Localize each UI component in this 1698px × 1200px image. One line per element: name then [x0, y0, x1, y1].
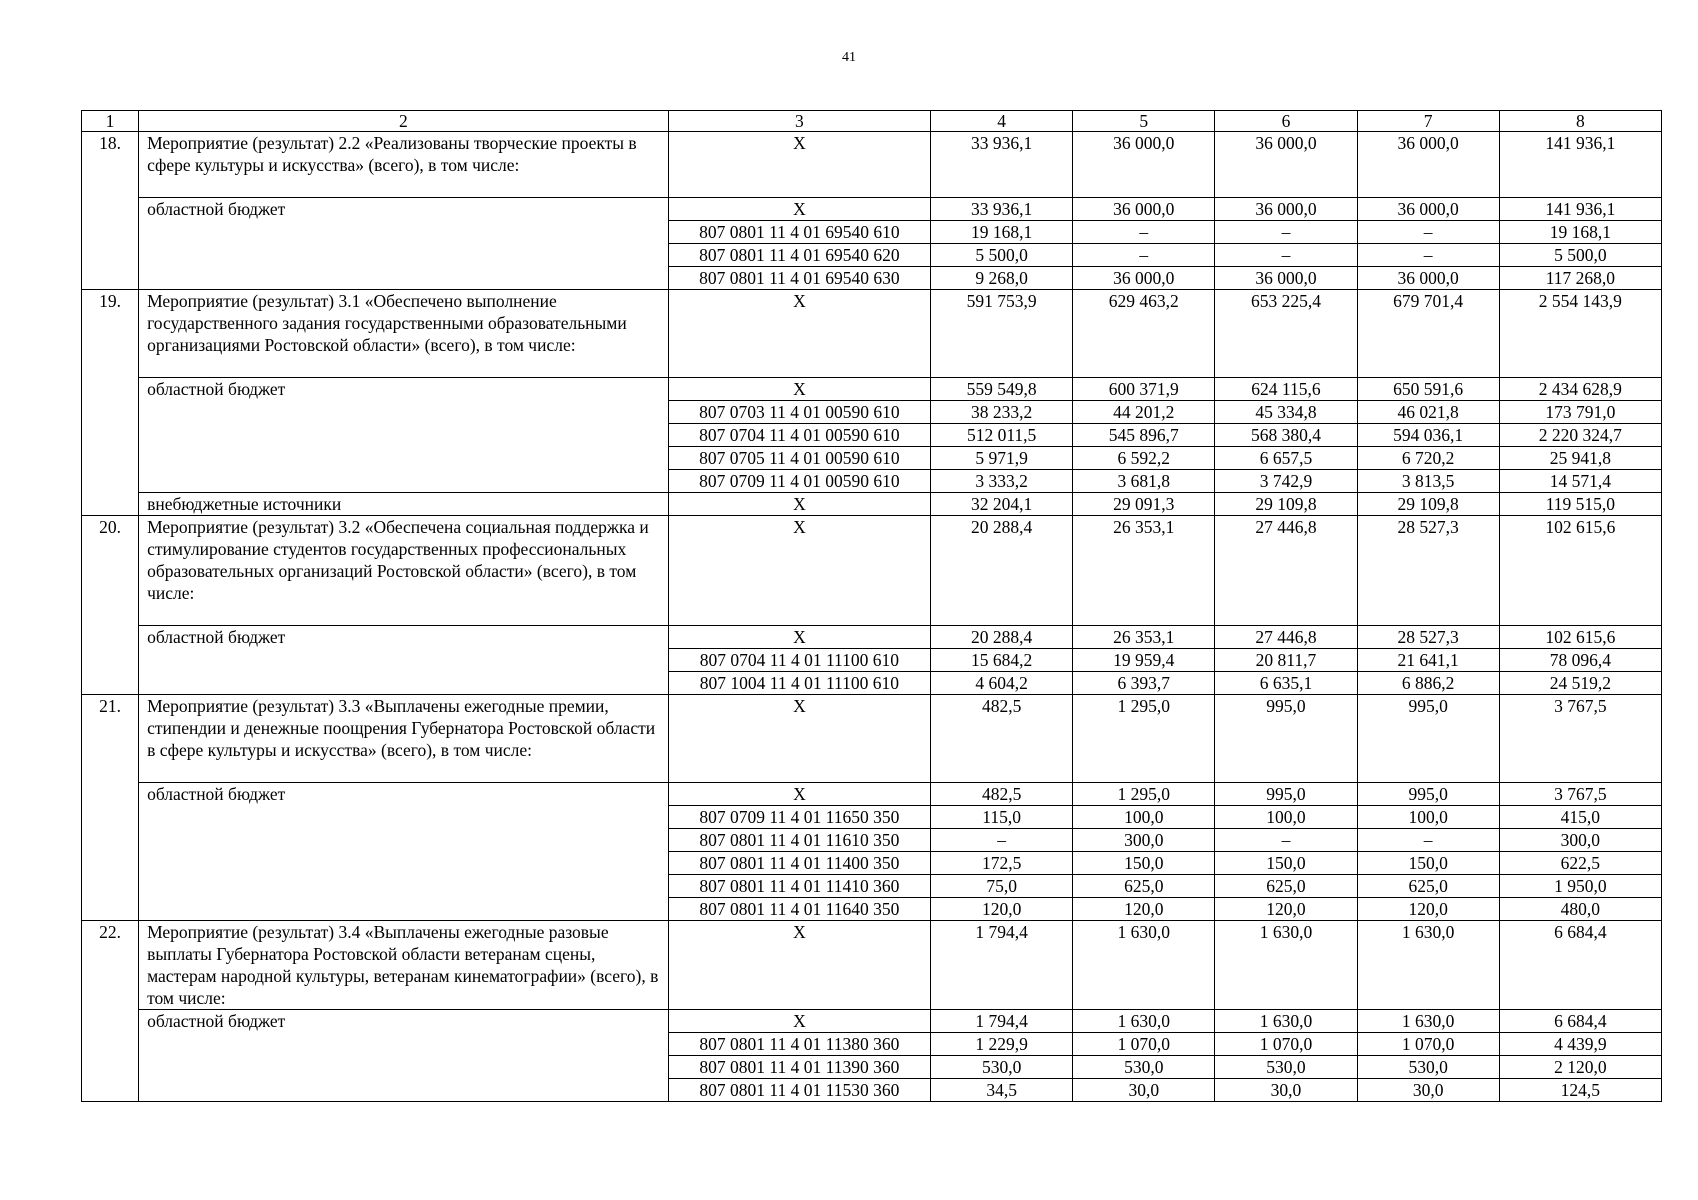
- measure-value: 36 000,0: [1215, 132, 1357, 198]
- row-value: 622,5: [1499, 852, 1661, 875]
- budget-code: 807 0709 11 4 01 11650 350: [668, 806, 930, 829]
- measure-row: [82, 290, 1662, 378]
- row-value: 1 950,0: [1499, 875, 1661, 898]
- budget-code: 807 0801 11 4 01 11390 360: [668, 1056, 930, 1079]
- measure-value: 1 630,0: [1357, 921, 1499, 1010]
- measure-title: Мероприятие (результат) 3.4 «Выплачены ежегодные разовые выплаты Губернатора Ростовской области ветеранам сцены, мастерам народной культуры, ветеранам кинематографии» (всего), в том числе:: [139, 921, 669, 1010]
- source-value: 36 000,0: [1215, 198, 1357, 221]
- row-value: –: [1073, 221, 1215, 244]
- row-value: 120,0: [931, 898, 1073, 921]
- budget-code: 807 0801 11 4 01 69540 630: [668, 267, 930, 290]
- row-value: 44 201,2: [1073, 401, 1215, 424]
- row-value: 1 229,9: [931, 1033, 1073, 1056]
- header-cell: 7: [1357, 111, 1499, 132]
- row-value: 530,0: [1215, 1056, 1357, 1079]
- source-code: Х: [668, 378, 930, 401]
- measure-value: 28 527,3: [1357, 516, 1499, 626]
- measure-code: Х: [668, 921, 930, 1010]
- source-value: 600 371,9: [1073, 378, 1215, 401]
- measure-value: 102 615,6: [1499, 516, 1661, 626]
- row-value: 3 681,8: [1073, 470, 1215, 493]
- row-value: 36 000,0: [1073, 267, 1215, 290]
- row-value: 36 000,0: [1215, 267, 1357, 290]
- row-value: 15 684,2: [931, 649, 1073, 672]
- measure-title: Мероприятие (результат) 3.3 «Выплачены ежегодные премии, стипендии и денежные поощрения Губернатора Ростовской области в сфере культуры и искусства» (всего), в том числе:: [139, 695, 669, 783]
- budget-code: 807 0801 11 4 01 11380 360: [668, 1033, 930, 1056]
- measure-value: 3 767,5: [1499, 695, 1661, 783]
- header-cell: 4: [931, 111, 1073, 132]
- source-value: 559 549,8: [931, 378, 1073, 401]
- header-row: [82, 111, 1662, 132]
- row-value: 120,0: [1215, 898, 1357, 921]
- source-row: [82, 493, 1662, 516]
- source-value: 29 109,8: [1357, 493, 1499, 516]
- budget-code: 807 0704 11 4 01 11100 610: [668, 649, 930, 672]
- source-value: 3 767,5: [1499, 783, 1661, 806]
- source-value: 27 446,8: [1215, 626, 1357, 649]
- source-value: 1 630,0: [1357, 1010, 1499, 1033]
- budget-code: 807 0801 11 4 01 11530 360: [668, 1079, 930, 1102]
- measure-row: [82, 516, 1662, 626]
- source-value: 995,0: [1357, 783, 1499, 806]
- measure-value: 995,0: [1357, 695, 1499, 783]
- header-cell: 2: [139, 111, 669, 132]
- source-value: 28 527,3: [1357, 626, 1499, 649]
- row-value: 150,0: [1357, 852, 1499, 875]
- measure-value: 20 288,4: [931, 516, 1073, 626]
- row-value: 100,0: [1357, 806, 1499, 829]
- row-value: 6 592,2: [1073, 447, 1215, 470]
- budget-code: 807 1004 11 4 01 11100 610: [668, 672, 930, 695]
- row-value: 594 036,1: [1357, 424, 1499, 447]
- row-value: –: [1215, 829, 1357, 852]
- row-value: 5 971,9: [931, 447, 1073, 470]
- source-code: Х: [668, 198, 930, 221]
- row-value: 530,0: [931, 1056, 1073, 1079]
- measure-value: 1 630,0: [1073, 921, 1215, 1010]
- source-code: Х: [668, 626, 930, 649]
- row-value: 1 070,0: [1073, 1033, 1215, 1056]
- row-value: 173 791,0: [1499, 401, 1661, 424]
- source-label: внебюджетные источники: [139, 493, 669, 516]
- row-value: 19 168,1: [1499, 221, 1661, 244]
- row-value: 480,0: [1499, 898, 1661, 921]
- source-row: [82, 1010, 1662, 1033]
- row-value: 30,0: [1357, 1079, 1499, 1102]
- row-value: 3 742,9: [1215, 470, 1357, 493]
- source-value: 482,5: [931, 783, 1073, 806]
- source-row: [82, 626, 1662, 649]
- source-value: 624 115,6: [1215, 378, 1357, 401]
- source-value: 36 000,0: [1073, 198, 1215, 221]
- source-value: 141 936,1: [1499, 198, 1661, 221]
- budget-code: 807 0801 11 4 01 69540 620: [668, 244, 930, 267]
- row-value: 300,0: [1499, 829, 1661, 852]
- row-value: 120,0: [1073, 898, 1215, 921]
- source-value: 33 936,1: [931, 198, 1073, 221]
- row-value: 150,0: [1073, 852, 1215, 875]
- measure-value: 33 936,1: [931, 132, 1073, 198]
- row-value: 120,0: [1357, 898, 1499, 921]
- row-value: 6 393,7: [1073, 672, 1215, 695]
- source-value: 1 295,0: [1073, 783, 1215, 806]
- row-value: 545 896,7: [1073, 424, 1215, 447]
- budget-code: 807 0801 11 4 01 69540 610: [668, 221, 930, 244]
- row-value: 3 813,5: [1357, 470, 1499, 493]
- row-value: 530,0: [1073, 1056, 1215, 1079]
- measure-number: 20.: [82, 516, 139, 695]
- source-value: 2 434 628,9: [1499, 378, 1661, 401]
- measure-value: 482,5: [931, 695, 1073, 783]
- source-value: 6 684,4: [1499, 1010, 1661, 1033]
- row-value: 45 334,8: [1215, 401, 1357, 424]
- row-value: 14 571,4: [1499, 470, 1661, 493]
- measure-value: 36 000,0: [1073, 132, 1215, 198]
- measure-number: 21.: [82, 695, 139, 921]
- row-value: 30,0: [1215, 1079, 1357, 1102]
- measure-value: 591 753,9: [931, 290, 1073, 378]
- measure-value: 995,0: [1215, 695, 1357, 783]
- budget-table: [81, 110, 1662, 1102]
- budget-code: 807 0801 11 4 01 11640 350: [668, 898, 930, 921]
- row-value: 6 635,1: [1215, 672, 1357, 695]
- budget-code: 807 0704 11 4 01 00590 610: [668, 424, 930, 447]
- page-number: 41: [842, 50, 856, 65]
- source-value: 29 091,3: [1073, 493, 1215, 516]
- measure-value: 629 463,2: [1073, 290, 1215, 378]
- header-cell: 8: [1499, 111, 1661, 132]
- row-value: –: [1357, 244, 1499, 267]
- measure-title: Мероприятие (результат) 2.2 «Реализованы творческие проекты в сфере культуры и искусства» (всего), в том числе:: [139, 132, 669, 198]
- row-value: –: [1215, 221, 1357, 244]
- row-value: 34,5: [931, 1079, 1073, 1102]
- row-value: –: [931, 829, 1073, 852]
- row-value: 25 941,8: [1499, 447, 1661, 470]
- source-code: Х: [668, 493, 930, 516]
- row-value: 625,0: [1215, 875, 1357, 898]
- row-value: 6 886,2: [1357, 672, 1499, 695]
- row-value: –: [1215, 244, 1357, 267]
- row-value: 21 641,1: [1357, 649, 1499, 672]
- source-value: 36 000,0: [1357, 198, 1499, 221]
- source-row: [82, 378, 1662, 401]
- measure-value: 1 295,0: [1073, 695, 1215, 783]
- budget-code: 807 0709 11 4 01 00590 610: [668, 470, 930, 493]
- row-value: 117 268,0: [1499, 267, 1661, 290]
- budget-code: 807 0801 11 4 01 11610 350: [668, 829, 930, 852]
- source-row: [82, 783, 1662, 806]
- row-value: 20 811,7: [1215, 649, 1357, 672]
- source-value: 1 630,0: [1073, 1010, 1215, 1033]
- header-cell: 6: [1215, 111, 1357, 132]
- measure-value: 6 684,4: [1499, 921, 1661, 1010]
- row-value: 1 070,0: [1215, 1033, 1357, 1056]
- row-value: 172,5: [931, 852, 1073, 875]
- row-value: 4 604,2: [931, 672, 1073, 695]
- measure-number: 18.: [82, 132, 139, 290]
- row-value: –: [1073, 244, 1215, 267]
- source-label: областной бюджет: [139, 783, 669, 921]
- measure-value: 1 630,0: [1215, 921, 1357, 1010]
- row-value: 415,0: [1499, 806, 1661, 829]
- source-value: 119 515,0: [1499, 493, 1661, 516]
- row-value: 24 519,2: [1499, 672, 1661, 695]
- source-label: областной бюджет: [139, 198, 669, 290]
- row-value: 625,0: [1073, 875, 1215, 898]
- measure-row: [82, 695, 1662, 783]
- measure-title: Мероприятие (результат) 3.2 «Обеспечена социальная поддержка и стимулирование студентов государственных профессиональных образовательных организаций Ростовской области» (всего), в том числе:: [139, 516, 669, 626]
- row-value: 300,0: [1073, 829, 1215, 852]
- source-label: областной бюджет: [139, 626, 669, 695]
- row-value: 124,5: [1499, 1079, 1661, 1102]
- measure-value: 27 446,8: [1215, 516, 1357, 626]
- row-value: 115,0: [931, 806, 1073, 829]
- row-value: 38 233,2: [931, 401, 1073, 424]
- row-value: 625,0: [1357, 875, 1499, 898]
- row-value: 568 380,4: [1215, 424, 1357, 447]
- measure-value: 141 936,1: [1499, 132, 1661, 198]
- budget-code: 807 0705 11 4 01 00590 610: [668, 447, 930, 470]
- header-cell: 1: [82, 111, 139, 132]
- measure-title: Мероприятие (результат) 3.1 «Обеспечено выполнение государственного задания государственными образовательными организациями Ростовской области» (всего), в том числе:: [139, 290, 669, 378]
- row-value: 5 500,0: [1499, 244, 1661, 267]
- source-value: 32 204,1: [931, 493, 1073, 516]
- measure-value: 653 225,4: [1215, 290, 1357, 378]
- source-value: 20 288,4: [931, 626, 1073, 649]
- row-value: 100,0: [1073, 806, 1215, 829]
- row-value: 9 268,0: [931, 267, 1073, 290]
- row-value: 2 220 324,7: [1499, 424, 1661, 447]
- source-value: 29 109,8: [1215, 493, 1357, 516]
- row-value: 100,0: [1215, 806, 1357, 829]
- source-value: 26 353,1: [1073, 626, 1215, 649]
- measure-value: 26 353,1: [1073, 516, 1215, 626]
- measure-value: 36 000,0: [1357, 132, 1499, 198]
- measure-code: Х: [668, 516, 930, 626]
- budget-code: 807 0703 11 4 01 00590 610: [668, 401, 930, 424]
- source-code: Х: [668, 783, 930, 806]
- row-value: 78 096,4: [1499, 649, 1661, 672]
- source-value: 1 630,0: [1215, 1010, 1357, 1033]
- source-value: 995,0: [1215, 783, 1357, 806]
- measure-number: 19.: [82, 290, 139, 516]
- row-value: 150,0: [1215, 852, 1357, 875]
- row-value: 19 168,1: [931, 221, 1073, 244]
- row-value: 6 657,5: [1215, 447, 1357, 470]
- row-value: 36 000,0: [1357, 267, 1499, 290]
- header-cell: 3: [668, 111, 930, 132]
- row-value: 19 959,4: [1073, 649, 1215, 672]
- header-cell: 5: [1073, 111, 1215, 132]
- row-value: 1 070,0: [1357, 1033, 1499, 1056]
- row-value: 5 500,0: [931, 244, 1073, 267]
- row-value: 530,0: [1357, 1056, 1499, 1079]
- source-value: 1 794,4: [931, 1010, 1073, 1033]
- measure-code: Х: [668, 695, 930, 783]
- source-row: [82, 198, 1662, 221]
- measure-code: Х: [668, 290, 930, 378]
- row-value: 2 120,0: [1499, 1056, 1661, 1079]
- measure-value: 1 794,4: [931, 921, 1073, 1010]
- source-value: 102 615,6: [1499, 626, 1661, 649]
- row-value: 75,0: [931, 875, 1073, 898]
- row-value: 4 439,9: [1499, 1033, 1661, 1056]
- source-label: областной бюджет: [139, 378, 669, 493]
- row-value: 46 021,8: [1357, 401, 1499, 424]
- measure-row: [82, 921, 1662, 1010]
- row-value: 3 333,2: [931, 470, 1073, 493]
- source-code: Х: [668, 1010, 930, 1033]
- source-label: областной бюджет: [139, 1010, 669, 1102]
- row-value: 6 720,2: [1357, 447, 1499, 470]
- row-value: 30,0: [1073, 1079, 1215, 1102]
- budget-code: 807 0801 11 4 01 11410 360: [668, 875, 930, 898]
- measure-value: 679 701,4: [1357, 290, 1499, 378]
- source-value: 650 591,6: [1357, 378, 1499, 401]
- measure-row: [82, 132, 1662, 198]
- row-value: 512 011,5: [931, 424, 1073, 447]
- measure-code: Х: [668, 132, 930, 198]
- row-value: –: [1357, 221, 1499, 244]
- measure-value: 2 554 143,9: [1499, 290, 1661, 378]
- row-value: –: [1357, 829, 1499, 852]
- measure-number: 22.: [82, 921, 139, 1102]
- budget-code: 807 0801 11 4 01 11400 350: [668, 852, 930, 875]
